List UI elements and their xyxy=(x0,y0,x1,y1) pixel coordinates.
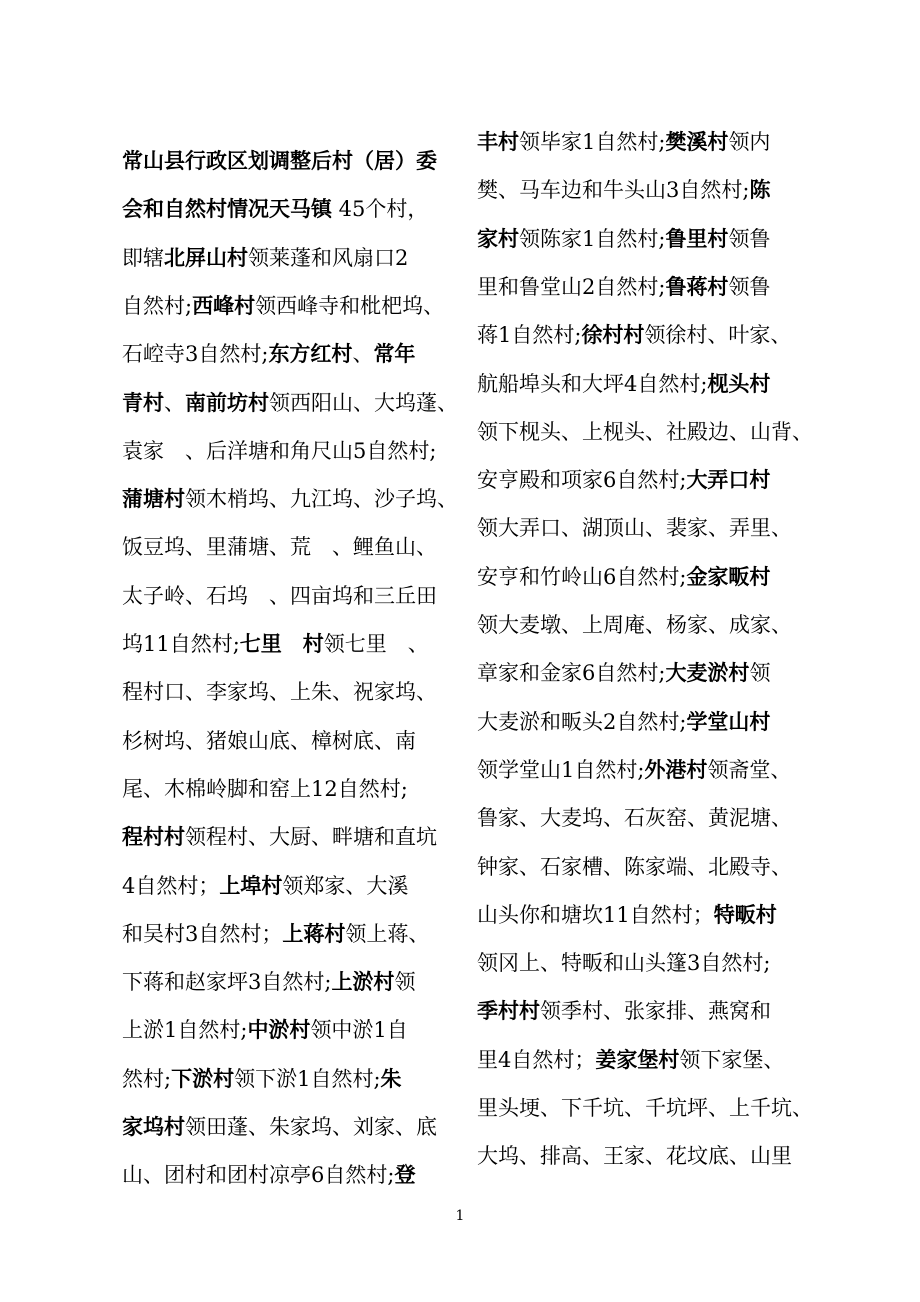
text-segment: 领上蒋、 xyxy=(345,921,430,946)
text-line xyxy=(122,620,429,668)
text-segment: 领莱蓬和风扇口2 xyxy=(248,245,409,270)
village-name: 上蒋村 xyxy=(282,920,346,946)
village-name: 大弄口村 xyxy=(686,467,771,493)
text-line xyxy=(122,1055,402,1103)
text-segment: 上淤1自然村; xyxy=(122,1018,248,1043)
text-line xyxy=(477,166,770,214)
text-segment: 领鲁 xyxy=(728,226,771,251)
text-line xyxy=(477,987,771,1035)
text-line xyxy=(122,572,437,620)
village-name: 蒲塘村 xyxy=(122,486,185,512)
village-name: 樊溪村 xyxy=(665,129,729,154)
text-segment: 领季村、张家排、燕窝和 xyxy=(540,999,771,1024)
village-name: 金家畈村 xyxy=(686,563,771,589)
text-segment: 领下淤1自然村; xyxy=(234,1066,381,1091)
text-segment: 领木梢坞、九江坞、沙子坞、 xyxy=(185,487,458,512)
text-line xyxy=(122,717,416,765)
text-segment: 大坞、排高、王家、花坟底、山里 xyxy=(477,1144,792,1169)
village-name: 七里 村 xyxy=(239,631,324,656)
village-name: 常年 xyxy=(373,341,416,367)
village-name: 中淤村 xyxy=(247,1017,311,1043)
text-segment: 自然村; xyxy=(122,293,193,318)
text-segment: 领学堂山1自然村; xyxy=(477,757,645,782)
text-line xyxy=(477,118,770,166)
text-line xyxy=(477,360,770,408)
text-line xyxy=(122,813,437,861)
text-line xyxy=(477,408,813,456)
text-segment: 领大弄口、湖顶山、裴家、弄里、 xyxy=(477,516,792,541)
text-line xyxy=(477,939,770,987)
text-segment: 大麦淤和畈头2自然村; xyxy=(477,709,687,734)
text-segment: 山、团村和团村凉亭6自然村; xyxy=(122,1163,395,1188)
text-line xyxy=(122,910,429,958)
text-line xyxy=(122,379,458,427)
village-name: 西峰村 xyxy=(192,292,256,318)
text-line xyxy=(122,330,415,378)
text-line xyxy=(122,234,408,282)
text-segment: 即辖 xyxy=(122,245,164,270)
village-name: 北屏山村 xyxy=(164,244,248,270)
text-line xyxy=(477,843,792,891)
text-segment: 领徐村、叶家、 xyxy=(644,323,792,348)
text-segment: 山头你和塘坎11自然村； xyxy=(477,902,714,927)
village-name: 枧头村 xyxy=(707,370,771,396)
text-segment: 领斋堂、 xyxy=(707,757,792,782)
village-name: 学堂山村 xyxy=(686,708,771,734)
page-number: 1 xyxy=(455,1208,465,1224)
village-name: 上埠村 xyxy=(219,872,283,898)
text-segment: 航船埠头和大坪4自然村; xyxy=(477,371,708,396)
text-line xyxy=(477,891,777,939)
text-segment: 程村口、李家坞、上朱、祝家坞、 xyxy=(122,680,437,705)
text-segment: 4自然村； xyxy=(122,873,220,898)
village-name: 东方红村 xyxy=(268,341,353,367)
text-segment: 尾、木棉岭脚和窑上12自然村; xyxy=(122,776,408,801)
village-name: 上淤村 xyxy=(331,969,395,995)
text-segment: 安亨和竹岭山6自然村; xyxy=(477,564,687,589)
text-line xyxy=(477,649,770,697)
text-segment: 领西阳山、大坞蓬、 xyxy=(269,390,458,415)
text-line xyxy=(477,215,770,263)
text-line xyxy=(122,1103,437,1151)
text-line xyxy=(122,475,458,523)
village-name: 外港村 xyxy=(644,756,708,782)
text-segment: 领西峰寺和枇杷坞、 xyxy=(255,293,445,318)
text-line xyxy=(477,1132,792,1180)
village-name: 程村村 xyxy=(122,824,185,850)
village-name: 会和自然村情况天马镇 xyxy=(122,196,332,222)
text-segment: 、 xyxy=(164,390,185,415)
text-segment: 领中淤1自 xyxy=(310,1018,408,1043)
text-segment: 领 xyxy=(394,970,416,995)
village-name: 下淤村 xyxy=(171,1065,235,1091)
text-segment: 领下家堡、 xyxy=(679,1047,785,1072)
village-name: 季村村 xyxy=(477,998,540,1024)
text-segment: 钟家、石家槽、陈家端、北殿寺、 xyxy=(477,854,792,879)
village-name: 朱 xyxy=(380,1065,402,1091)
text-line xyxy=(477,794,792,842)
text-line xyxy=(477,456,770,504)
text-segment: 坞11自然村; xyxy=(122,632,240,656)
text-segment: 领陈家1自然村; xyxy=(519,226,666,251)
text-line xyxy=(477,504,792,552)
text-segment: 里4自然村； xyxy=(477,1047,596,1072)
text-segment: 下蒋和赵家坪3自然村; xyxy=(122,970,332,995)
text-line xyxy=(122,958,415,1006)
text-segment: 领毕家1自然村; xyxy=(519,130,666,154)
text-line xyxy=(122,137,437,185)
village-name: 常山县行政区划调整后村（居）委 xyxy=(122,148,437,173)
village-name: 南前坊村 xyxy=(185,389,269,415)
text-segment: 领 xyxy=(749,661,771,686)
text-line xyxy=(477,746,791,794)
text-segment: 里头埂、下千坑、千坑坪、上千坑、 xyxy=(477,1096,813,1120)
village-name: 家坞村 xyxy=(122,1114,185,1139)
text-segment: 领田蓬、朱家坞、刘家、底 xyxy=(185,1115,437,1139)
text-line xyxy=(122,1006,408,1054)
text-segment: 然村; xyxy=(122,1066,172,1091)
text-segment: 鲁家、大麦坞、石灰窑、黄泥塘、 xyxy=(477,806,792,831)
text-segment: 太子岭、石坞 、四亩坞和三丘田 xyxy=(122,583,437,608)
village-name: 鲁蒋村 xyxy=(665,273,729,299)
text-segment: 领程村、大厨、畔塘和直坑 xyxy=(185,825,437,850)
text-segment: 杉树坞、猪娘山底、樟树底、南 xyxy=(122,728,416,753)
village-name: 徐村村 xyxy=(581,322,645,348)
village-name: 家村 xyxy=(477,225,519,251)
text-segment: 45个村， xyxy=(332,197,429,222)
text-line xyxy=(122,862,408,910)
village-name: 丰村 xyxy=(477,129,519,154)
text-segment: 樊、马车边和牛头山3自然村; xyxy=(477,178,750,203)
text-segment: 饭豆坞、里蒲塘、荒 、鲤鱼山、 xyxy=(122,535,437,560)
text-segment: 领七里 、 xyxy=(323,632,429,656)
text-segment: 领大麦墩、上周庵、杨家、成家、 xyxy=(477,613,792,637)
village-name: 特畈村 xyxy=(713,901,777,927)
village-name: 登 xyxy=(394,1162,416,1188)
text-segment: 和吴村3自然村； xyxy=(122,921,283,946)
text-line xyxy=(122,668,437,716)
village-name: 鲁里村 xyxy=(665,225,729,251)
text-segment: 里和鲁堂山2自然村; xyxy=(477,274,666,299)
text-line xyxy=(477,263,770,311)
text-segment: 袁家 、后洋塘和角尺山5自然村; xyxy=(122,438,437,463)
text-segment: 蒋1自然村; xyxy=(477,323,582,348)
text-segment: 领郑家、大溪 xyxy=(282,873,409,898)
village-name: 大麦淤村 xyxy=(665,660,750,686)
text-segment: 章家和金家6自然村; xyxy=(477,661,666,686)
village-name: 陈 xyxy=(749,177,771,203)
text-line xyxy=(477,1084,813,1132)
text-segment: 安亨殿和项家6自然村; xyxy=(477,468,687,493)
text-line xyxy=(477,553,770,601)
text-line xyxy=(477,698,770,746)
text-segment: 石崆寺3自然村; xyxy=(122,342,269,367)
text-segment: 、 xyxy=(352,342,374,367)
text-line xyxy=(477,601,792,649)
text-segment: 领内 xyxy=(728,130,771,154)
text-line xyxy=(122,523,437,571)
village-name: 姜家堡村 xyxy=(595,1046,680,1072)
text-line xyxy=(122,765,408,813)
text-line xyxy=(122,185,428,233)
text-line xyxy=(122,1151,415,1199)
text-line xyxy=(122,282,444,330)
text-segment: 领鲁 xyxy=(728,274,771,299)
village-name: 青村 xyxy=(122,389,164,415)
text-line xyxy=(477,1036,784,1084)
text-segment: 领下枧头、上枧头、社殿边、山背、 xyxy=(477,419,813,444)
text-line xyxy=(477,311,791,359)
text-segment: 领冈上、特畈和山头篷3自然村; xyxy=(477,951,771,976)
text-line xyxy=(122,427,436,475)
